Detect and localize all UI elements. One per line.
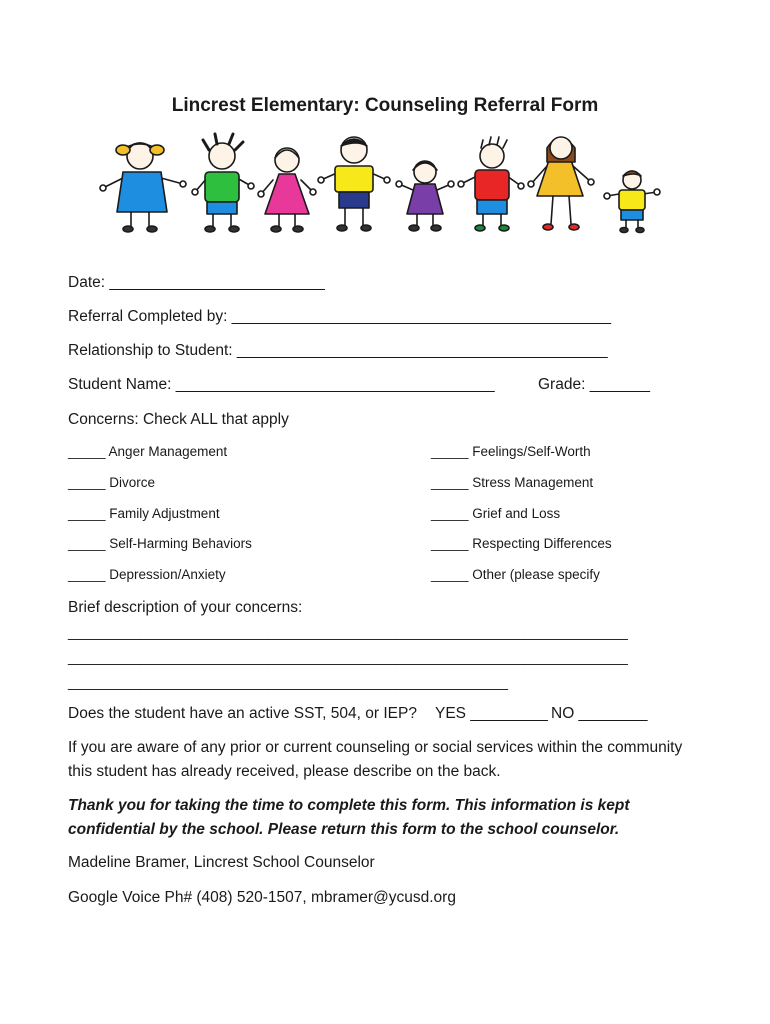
- concern-divorce[interactable]: _____ Divorce: [68, 475, 156, 490]
- concern-family-adjustment[interactable]: _____ Family Adjustment: [68, 506, 220, 521]
- concern-self-harming[interactable]: _____ Self-Harming Behaviors: [68, 536, 252, 551]
- counselor-contact: Google Voice Ph# (408) 520-1507, mbramer@ycusd.org: [68, 889, 456, 906]
- description-label: Brief description of your concerns:: [68, 599, 303, 616]
- concern-other[interactable]: _____ Other (please specify: [431, 567, 600, 582]
- description-line[interactable]: ______________________________________________________________________: [68, 649, 628, 666]
- referral-completed-by-field[interactable]: Referral Completed by: ____________________________________________: [68, 308, 611, 325]
- concern-respecting-differences[interactable]: _____ Respecting Differences: [431, 536, 612, 551]
- concern-feelings-self-worth[interactable]: _____ Feelings/Self-Worth: [431, 444, 591, 459]
- grade-field[interactable]: Grade: _______: [538, 376, 651, 393]
- description-line[interactable]: _______________________________________________________: [68, 674, 508, 691]
- concern-depression-anxiety[interactable]: _____ Depression/Anxiety: [68, 567, 226, 582]
- concern-stress-management[interactable]: _____ Stress Management: [431, 475, 594, 490]
- student-name-field[interactable]: Student Name: _____________________________________: [68, 376, 495, 393]
- prior-counseling-note: If you are aware of any prior or current counseling or social services within the community this student has already received, please describe on the back.: [68, 739, 683, 780]
- description-line[interactable]: ______________________________________________________________________: [68, 624, 628, 641]
- concerns-heading: Concerns: Check ALL that apply: [68, 411, 289, 428]
- concern-grief-loss[interactable]: _____ Grief and Loss: [431, 506, 561, 521]
- date-field[interactable]: Date: _________________________: [68, 274, 325, 291]
- thank-you-note: Thank you for taking the time to complete this form. This information is kept confidential by the school. Please return this form to the school counselor.: [68, 797, 630, 838]
- iep-question: Does the student have an active SST, 504, or IEP?: [68, 705, 417, 722]
- children-illustration: [95, 132, 665, 236]
- iep-yes-field[interactable]: YES _________: [435, 705, 548, 722]
- counselor-name: Madeline Bramer, Lincrest School Counselor: [68, 854, 375, 871]
- form-title: Lincrest Elementary: Counseling Referral Form: [171, 95, 599, 116]
- child-figure: [100, 143, 186, 232]
- concern-anger-management[interactable]: _____ Anger Management: [68, 444, 228, 459]
- iep-no-field[interactable]: NO ________: [551, 705, 648, 722]
- relationship-field[interactable]: Relationship to Student: ___________________________________________: [68, 342, 608, 359]
